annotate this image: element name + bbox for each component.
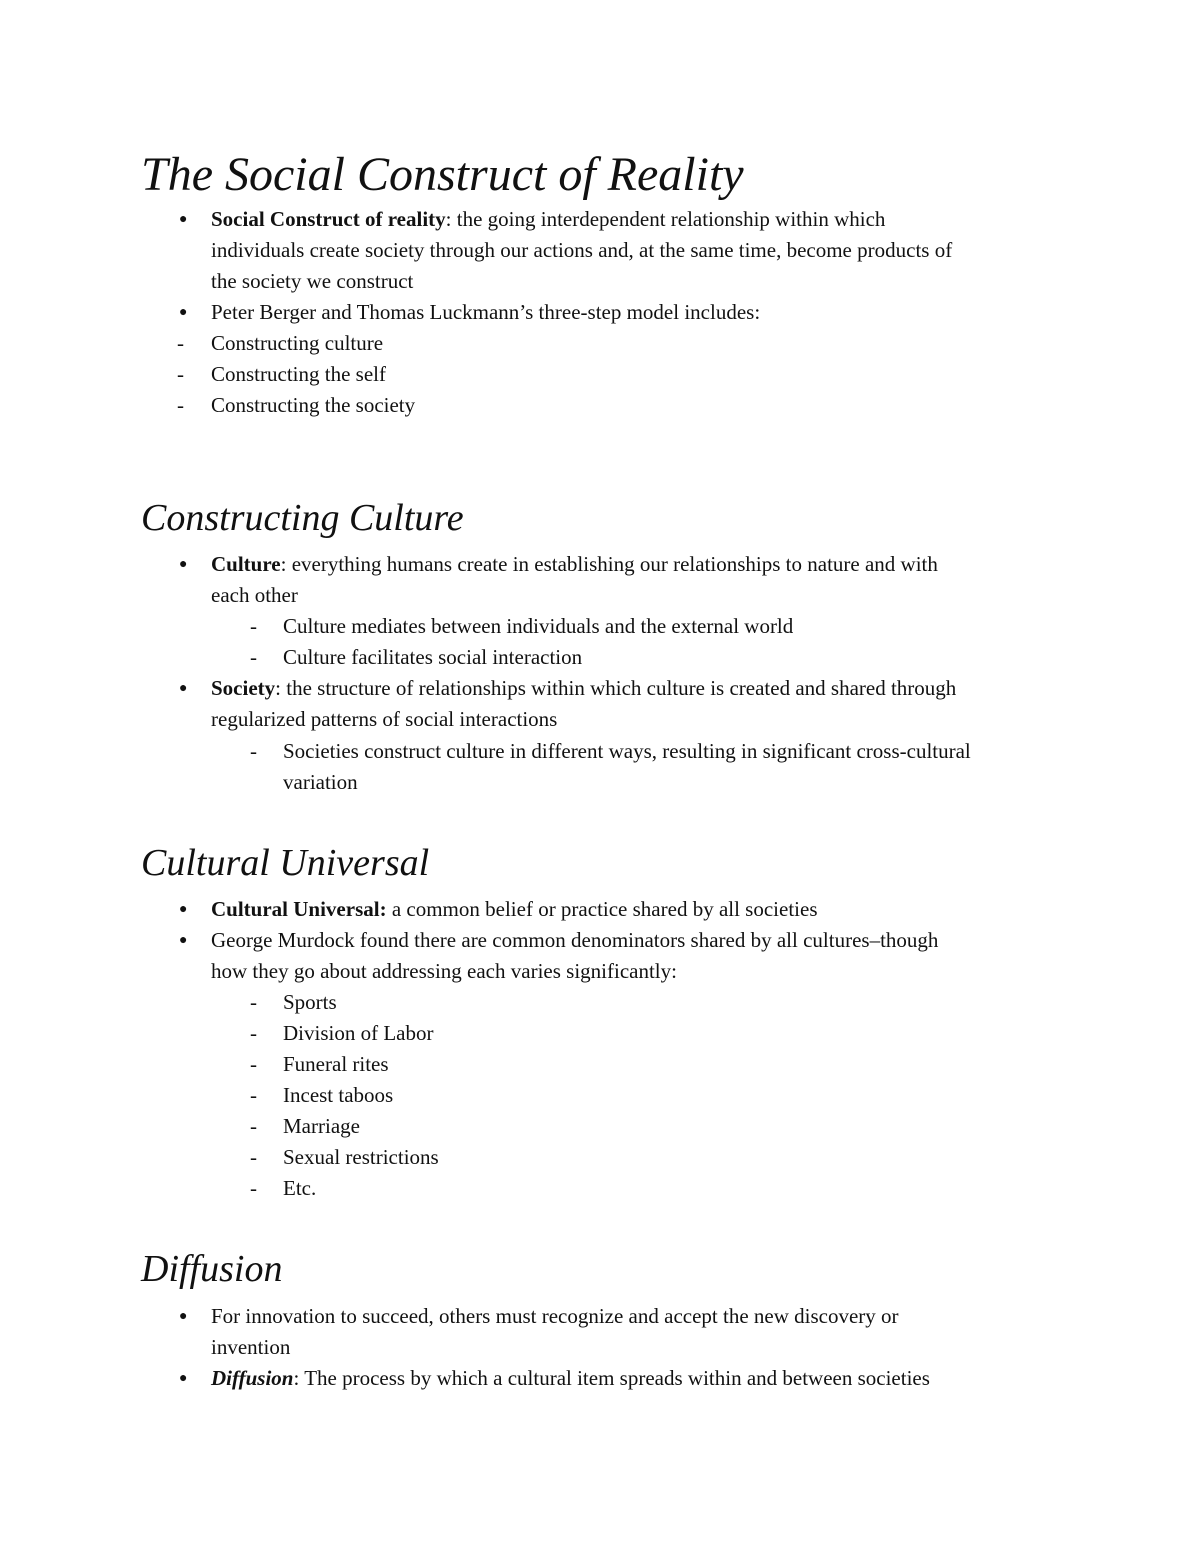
list-item: Culture facilitates social interaction xyxy=(283,645,583,669)
innovation-text-line: invention xyxy=(211,1335,291,1359)
bullet-icon: ● xyxy=(179,1309,188,1324)
list-item: Constructing the self xyxy=(211,362,386,386)
list-item: Societies construct culture in different ways, resulting in significant cross-cultural xyxy=(283,739,971,763)
heading-diffusion: Diffusion xyxy=(141,1248,283,1290)
definition-society xyxy=(211,673,956,704)
definition-text: a common belief or practice shared by all societies xyxy=(386,897,818,921)
dash-icon: - xyxy=(177,393,184,417)
dash-icon: - xyxy=(250,1021,257,1045)
bullet-icon: ● xyxy=(179,557,188,572)
murdock-text-line: how they go about addressing each varies significantly: xyxy=(211,959,677,983)
heading-social-construct: The Social Construct of Reality xyxy=(141,148,744,201)
dash-icon: - xyxy=(250,1083,257,1107)
term-society: Society xyxy=(211,676,276,700)
list-item: Marriage xyxy=(283,1114,360,1138)
bullet-icon: ● xyxy=(179,902,188,917)
list-item: Incest taboos xyxy=(283,1083,394,1107)
term-social-construct: Social Construct of reality xyxy=(211,207,446,231)
definition-text-line: regularized patterns of social interactions xyxy=(211,707,558,731)
dash-icon: - xyxy=(250,645,257,669)
list-item: Division of Labor xyxy=(283,1021,434,1045)
list-item-continuation: variation xyxy=(283,770,358,794)
bullet-icon: ● xyxy=(179,933,188,948)
dash-icon: - xyxy=(250,614,257,638)
definition-text: : the structure of relationships within which culture is created and shared through xyxy=(275,676,957,700)
definition-culture xyxy=(211,549,938,580)
bullet-icon: ● xyxy=(179,305,188,320)
dash-icon: - xyxy=(250,739,257,763)
dash-icon: - xyxy=(177,331,184,355)
dash-icon: - xyxy=(177,362,184,386)
list-item: Sports xyxy=(283,990,337,1014)
dash-icon: - xyxy=(250,1176,257,1200)
list-item: Sexual restrictions xyxy=(283,1145,439,1169)
definition-text: : everything humans create in establishing our relationships to nature and with xyxy=(280,552,938,576)
definition-social-construct xyxy=(211,204,885,235)
definition-text-line: the society we construct xyxy=(211,269,414,293)
term-culture: Culture xyxy=(211,552,281,576)
term-diffusion: Diffusion xyxy=(211,1366,294,1390)
list-item: Funeral rites xyxy=(283,1052,389,1076)
heading-cultural-universal: Cultural Universal xyxy=(141,842,430,884)
list-item: Etc. xyxy=(283,1176,317,1200)
definition-text-line: individuals create society through our actions and, at the same time, become products of xyxy=(211,238,953,262)
bullet-icon: ● xyxy=(179,1371,188,1386)
model-intro: Peter Berger and Thomas Luckmann’s three-step model includes: xyxy=(211,300,761,324)
murdock-text: George Murdock found there are common denominators shared by all cultures–though xyxy=(211,928,939,952)
list-item: Culture mediates between individuals and the external world xyxy=(283,614,794,638)
list-item: Constructing the society xyxy=(211,393,416,417)
list-item: Constructing culture xyxy=(211,331,384,355)
definition-cultural-universal xyxy=(211,894,818,925)
heading-constructing-culture: Constructing Culture xyxy=(141,497,464,539)
dash-icon: - xyxy=(250,1114,257,1138)
dash-icon: - xyxy=(250,1052,257,1076)
term-cultural-universal: Cultural Universal: xyxy=(211,897,387,921)
bullet-icon: ● xyxy=(179,212,188,227)
innovation-text: For innovation to succeed, others must recognize and accept the new discovery or xyxy=(211,1304,899,1328)
definition-text: : The process by which a cultural item spreads within and between societies xyxy=(293,1366,930,1390)
dash-icon: - xyxy=(250,1145,257,1169)
definition-diffusion xyxy=(211,1363,930,1394)
definition-text-line: each other xyxy=(211,583,298,607)
bullet-icon: ● xyxy=(179,681,188,696)
definition-text: : the going interdependent relationship within which xyxy=(445,207,886,231)
dash-icon: - xyxy=(250,990,257,1014)
